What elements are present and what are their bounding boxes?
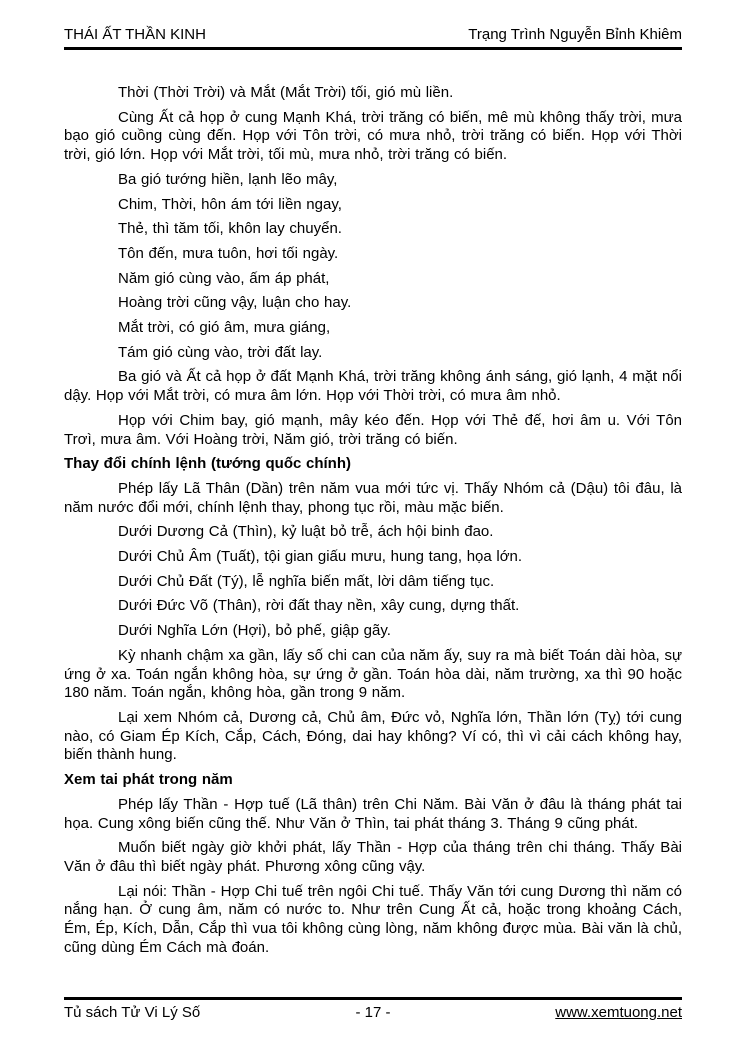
book-title: THÁI ẤT THẦN KINH <box>64 26 206 43</box>
paragraph: Dưới Đức Võ (Thân), rời đất thay nền, xây cung, dựng thất. <box>118 597 520 615</box>
verse-line: Thẻ, thì tăm tối, khôn lay chuyển. <box>118 220 342 238</box>
header-divider <box>64 47 682 50</box>
verse-line: Tôn đến, mưa tuôn, hơi tối ngày. <box>118 244 339 262</box>
paragraph: Dưới Nghĩa Lớn (Hợi), bỏ phế, giập gãy. <box>118 622 391 640</box>
paragraph: Kỳ nhanh chậm xa gần, lấy số chi can của năm ấy, suy ra mà biết Toán dài hòa, sự ứng ở xa. Toán ngắn không hòa, sự ứng ở gần. Toán hòa dài, năm trường, xa thì 90 hoặc 180 năm. Toán ngắn, không hòa, gần trong 9 năm. <box>64 646 682 702</box>
section-heading: Thay đổi chính lệnh (tướng quốc chính) <box>64 455 352 473</box>
section-heading: Xem tai phát trong năm <box>64 771 233 789</box>
verse-line: Ba gió tướng hiền, lạnh lẽo mây, <box>118 170 338 188</box>
verse-line: Chim, Thời, hôn ám tới liền ngay, <box>118 195 342 213</box>
footer-series-label: Tủ sách Tử Vi Lý Số <box>64 1004 201 1021</box>
verse-line: Năm gió cùng vào, ấm áp phát, <box>118 269 330 287</box>
website-link[interactable]: www.xemtuong.net <box>555 1004 682 1021</box>
document-body <box>64 84 682 963</box>
paragraph: Phép lấy Lã Thân (Dần) trên năm vua mới tức vị. Thấy Nhóm cả (Dậu) tôi đâu, là năm nước đổi mới, chính lệnh thay, phong tục rồi, màu mặc biến. <box>64 479 682 516</box>
paragraph: Cùng Ất cả họp ở cung Mạnh Khá, trời trăng có biến, mê mù không thấy trời, mưa bạo gió cuồng cùng đến. Họp với Tôn trời, có mưa nhỏ, trời trăng có biến. Họp với Thời trời, gió lớn. Họp với Mắt trời, tối mù, mưa nhỏ, trời trăng có biến. <box>64 108 682 164</box>
verse-line: Hoàng trời cũng vậy, luận cho hay. <box>118 294 352 312</box>
paragraph: Dưới Chủ Đất (Tý), lễ nghĩa biến mất, lời dâm tiếng tục. <box>118 572 495 590</box>
paragraph: Lại xem Nhóm cả, Dương cả, Chủ âm, Đức vỏ, Nghĩa lớn, Thần lớn (Tỵ) tới cung nào, có Giam Ép Kích, Cắp, Cách, Đóng, dai hay không? Ví có, thì vì cải cách không hay, biến thành hung. <box>64 708 682 764</box>
paragraph: Dưới Dương Cả (Thìn), kỷ luật bỏ trễ, ách hội binh đao. <box>118 523 494 541</box>
paragraph: Họp với Chim bay, gió mạnh, mây kéo đến. Họp với Thẻ đế, hơi âm u. Với Tôn Trơì, mưa âm. Với Hoàng trời, Năm gió, trời trăng có biến. <box>64 411 682 448</box>
page-number: - 17 - <box>355 1004 391 1021</box>
paragraph: Lại nói: Thần - Hợp Chi tuế trên ngôi Chi tuế. Thấy Văn tới cung Dương thì năm có nắng hạn. Ở cung âm, năm có nước to. Như trên Cung Ất cả, hoặc trong khoảng Cách, Ém, Ép, Kích, Dẫn, Cắp thì vua tôi không cùng lòng, năm không được mùa. Bài văn là chủ, cũng dùng Ém Cách mà đoán. <box>64 882 682 956</box>
footer-divider <box>64 997 682 1000</box>
paragraph: Ba gió và Ất cả họp ở đất Mạnh Khá, trời trăng không ánh sáng, gió lạnh, 4 mặt nổi dậy. Họp với Mắt trời, có mưa âm lớn. Họp với Thời trời, có mưa âm nhỏ. <box>64 368 682 405</box>
paragraph: Phép lấy Thần - Hợp tuế (Lã thân) trên Chi Năm. Bài Văn ở đâu là tháng phát tai họa. Cung xông biến cũng thế. Như Văn ở Thìn, tai phát tháng 3. Tháng 9 cũng phát. <box>64 795 682 832</box>
page-header <box>64 26 682 43</box>
paragraph: Thời (Thời Trời) và Mắt (Mắt Trời) tối, gió mù liền. <box>118 84 454 101</box>
paragraph: Dưới Chủ Âm (Tuất), tội gian giấu mưu, hung tang, họa lớn. <box>118 548 523 566</box>
page-footer <box>64 1004 682 1024</box>
author-name: Trạng Trình Nguyễn Bỉnh Khiêm <box>468 26 682 43</box>
verse-line: Mắt trời, có gió âm, mưa giáng, <box>118 319 331 337</box>
verse-line: Tám gió cùng vào, trời đất lay. <box>118 343 323 361</box>
paragraph: Muốn biết ngày giờ khởi phát, lấy Thần - Hợp của tháng trên chi tháng. Thấy Bài Văn ở đâu thì biết ngày phát. Phương xông cũng vậy. <box>64 839 682 875</box>
